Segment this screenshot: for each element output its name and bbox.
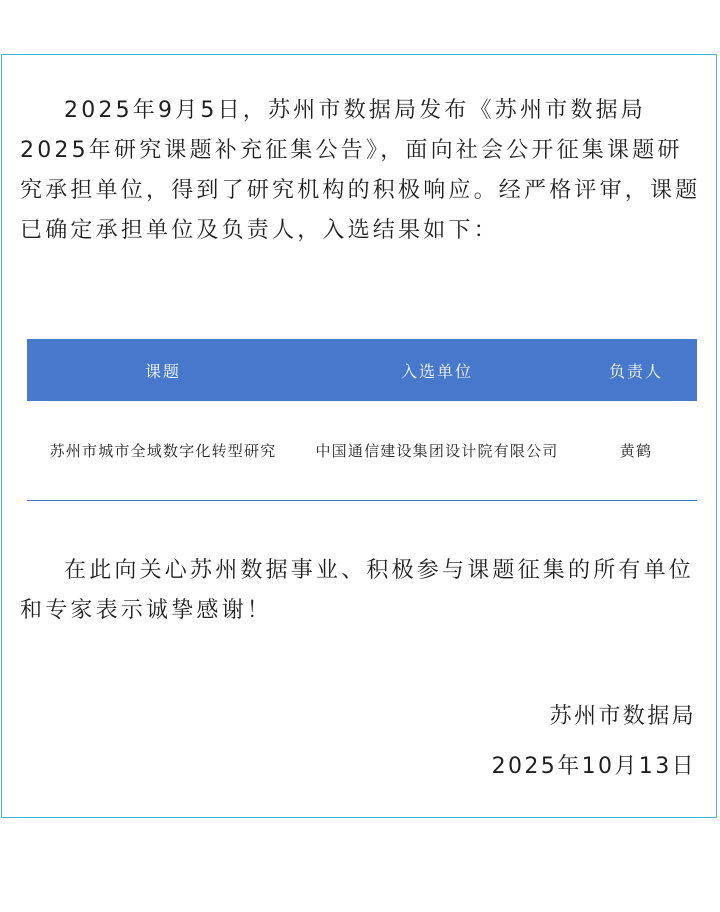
result-table <box>27 339 697 501</box>
intro-paragraph: 2025年9月5日，苏州市数据局发布《苏州市数据局2025年研究课题补充征集公告》，面向社会公开征集课题研究承担单位，得到了研究机构的积极响应。经严格评审，课题已确定承担单位及负责人，入选结果如下： <box>20 98 701 243</box>
closing-paragraph: 在此向关心苏州数据事业、积极参与课题征集的所有单位和专家表示诚挚感谢！ <box>20 558 695 623</box>
header-unit: 入选单位 <box>400 361 473 381</box>
header-topic: 课题 <box>144 361 181 381</box>
signer-date: 2025年10月13日 <box>491 754 696 779</box>
signer-name: 苏州市数据局 <box>549 704 696 729</box>
table-header-row <box>27 339 697 401</box>
cell-unit: 中国通信建设集团设计院有限公司 <box>315 442 559 460</box>
cell-leader: 黄鹤 <box>619 442 653 460</box>
table-row <box>27 401 697 501</box>
cell-topic: 苏州市城市全域数字化转型研究 <box>49 442 277 460</box>
header-leader: 负责人 <box>608 361 663 381</box>
top-blank-bar <box>0 0 720 54</box>
notice-panel <box>1 54 717 818</box>
